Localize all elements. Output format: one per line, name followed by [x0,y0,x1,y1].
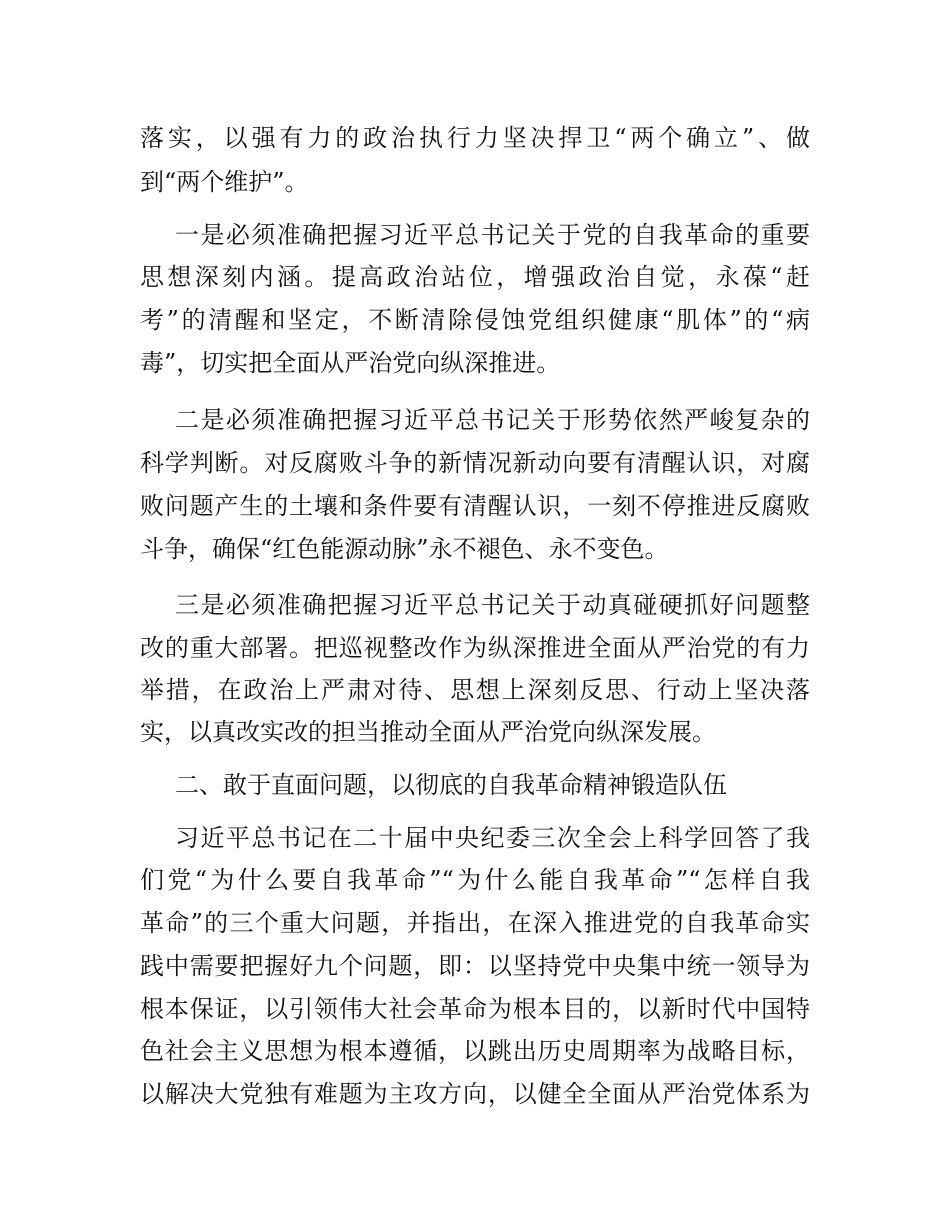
text-line: 毒”，切实把全面从严治党向纵深推进。 [140,349,561,377]
text-line: 斗争，确保“红色能源动脉”永不褪色、永不变色。 [140,535,669,563]
text-line: 色社会主义思想为根本遵循，以跳出历史周期率为战略目标， [140,1037,810,1065]
text-line: 举措，在政治上严肃对待、思想上深刻反思、行动上坚决落 [140,676,810,704]
text-line: 根本保证，以引领伟大社会革命为根本目的，以新时代中国特 [140,995,810,1023]
text-line: 们党“为什么要自我革命”“为什么能自我革命”“怎样自我 [140,866,810,894]
text-line: 考”的清醒和坚定，不断清除侵蚀党组织健康“肌体”的“病 [140,306,810,334]
paragraph-first-line: 一是必须准确把握习近平总书记关于党的自我革命的重要 [175,221,810,249]
text-line: 以解决大党独有难题为主攻方向，以健全全面从严治党体系为 [140,1080,810,1108]
text-line: 到“两个维护”。 [140,168,309,196]
text-line: 改的重大部署。把巡视整改作为纵深推进全面从严治党的有力 [140,634,810,662]
section-heading: 二、敢于直面问题，以彻底的自我革命精神锻造队伍 [175,771,727,799]
text-line: 实，以真改实改的担当推动全面从严治党向纵深发展。 [140,718,716,746]
text-line: 思想深刻内涵。提高政治站位，增强政治自觉，永葆“赶 [140,263,810,291]
paragraph-first-line: 习近平总书记在二十届中央纪委三次全会上科学回答了我 [175,824,810,852]
text-line: 落实，以强有力的政治执行力坚决捍卫“两个确立”、做 [140,124,810,152]
paragraph-first-line: 二是必须准确把握习近平总书记关于形势依然严峻复杂的 [175,406,810,434]
text-line: 败问题产生的土壤和条件要有清醒认识，一刻不停推进反腐败 [140,492,810,520]
text-line: 科学判断。对反腐败斗争的新情况新动向要有清醒认识，对腐 [140,449,810,477]
text-line: 践中需要把握好九个问题，即：以坚持党中央集中统一领导为 [140,952,810,980]
paragraph-first-line: 三是必须准确把握习近平总书记关于动真碰硬抓好问题整 [175,591,810,619]
text-line: 革命”的三个重大问题，并指出，在深入推进党的自我革命实 [140,909,810,937]
